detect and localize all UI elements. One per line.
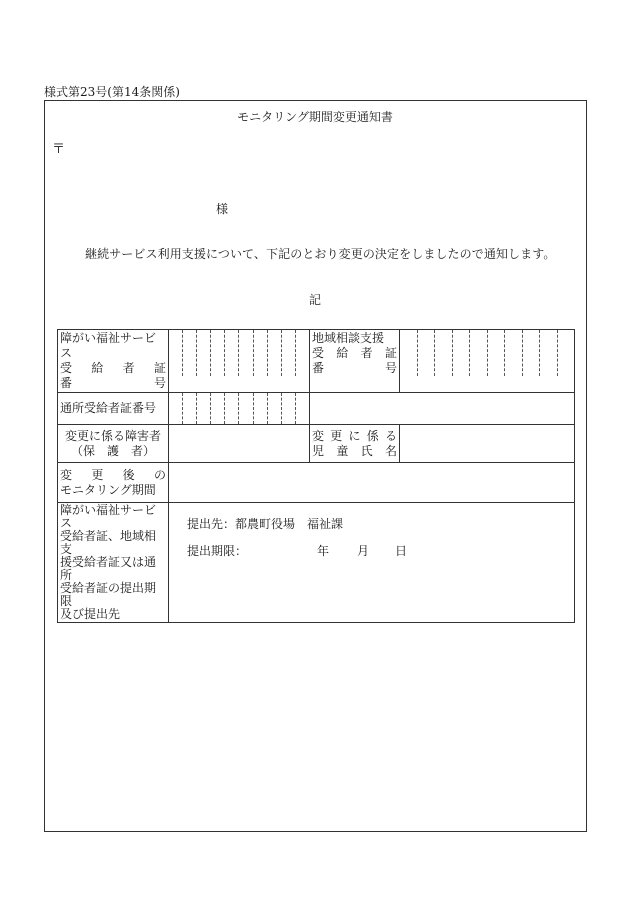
label-char: 番 [60,376,73,390]
label-char: 変 [312,428,325,443]
regional-support-cert-number-field[interactable] [400,330,575,393]
label-char: 証 [153,361,166,375]
label-line: 変更に係る障害者 [64,428,161,443]
label-line-spread [60,361,166,376]
label-char: の [153,467,166,482]
disabled-person-label [58,425,169,463]
monitoring-period-field[interactable] [169,463,575,503]
label-text: 地域相談支援 [312,331,385,345]
label-char: 証 [384,346,397,360]
label-char: 者 [360,346,373,360]
label-line-spread [60,468,166,483]
deadline-month-label: 月 [357,544,370,558]
submission-label [58,503,169,623]
details-table [57,329,575,623]
label-char: 変 [60,467,73,482]
label-line-spread [312,429,397,444]
label-line-spread [60,376,166,391]
monitoring-period-label [58,463,169,503]
label-char: 係 [366,428,379,443]
digit-boxes [169,393,309,424]
welfare-cert-label [58,330,169,393]
label-char: 氏 [360,443,373,458]
table-row-certificate-numbers [58,330,575,393]
label-char: 童 [336,443,349,458]
label-char: 番 [312,361,325,375]
label-line-spread [312,346,397,361]
label-line-spread [312,444,397,459]
label-line: （保 護 者） [70,443,155,458]
label-line: モニタリング期間 [60,482,156,497]
label-char: 更 [91,467,104,482]
label-line: 援受給者証又は通所 [60,555,157,582]
form-number: 様式第23号(第14条関係) [44,85,180,99]
table-row-monitoring-period [58,463,575,503]
label-char: 児 [312,443,325,458]
label-char: に [348,428,361,443]
label-char: 受 [60,361,73,375]
submit-to-text: 提出先：都農町役場 福祉課 [187,517,344,531]
postal-mark: 〒 [52,142,66,157]
label-char: 更 [330,428,343,443]
label-char: 者 [122,361,135,375]
label-char: 後 [122,467,135,482]
table-row-commuting-cert [58,393,575,425]
deadline-line [187,538,574,565]
table-row-persons [58,425,575,463]
notice-body-text: 継続サービス利用支援について、下記のとおり変更の決定をしましたので通知します。 [85,247,556,261]
deadline-day-label: 日 [395,544,408,558]
label-char: 名 [384,443,397,458]
deadline-year-label: 年 [317,544,330,558]
disabled-person-name-field[interactable] [169,425,310,463]
label-line [312,331,397,346]
label-char: 号 [153,376,166,390]
document-title: モニタリング期間変更通知書 [237,110,393,124]
regional-support-cert-label [310,330,400,393]
deadline-label: 提出期限： [187,544,248,558]
label-char: 給 [91,361,104,375]
ki-heading: 記 [308,293,321,307]
child-name-label [310,425,400,463]
commuting-cert-label: 通所受給者証番号 [58,393,169,425]
submission-details [169,503,575,623]
label-char: 受 [312,346,325,360]
label-line: 受給者証の提出期限 [60,581,157,608]
label-line-spread [312,361,397,376]
label-char: 号 [384,361,397,375]
commuting-cert-number-field[interactable] [169,393,310,425]
label-line: 受給者証、地域相支 [60,529,157,556]
table-row-submission [58,503,575,623]
recipient-honorific: 様 [216,202,229,216]
label-line: 障がい福祉サービス [60,503,157,530]
label-char: る [384,428,397,443]
label-char: 給 [336,346,349,360]
label-line: 及び提出先 [60,607,121,621]
welfare-cert-number-field[interactable] [169,330,310,393]
digit-boxes [169,330,309,376]
digit-boxes [400,330,574,376]
label-line: 障がい福祉サービス [60,331,157,360]
commuting-cert-blank [310,393,575,425]
child-name-field[interactable] [400,425,575,463]
